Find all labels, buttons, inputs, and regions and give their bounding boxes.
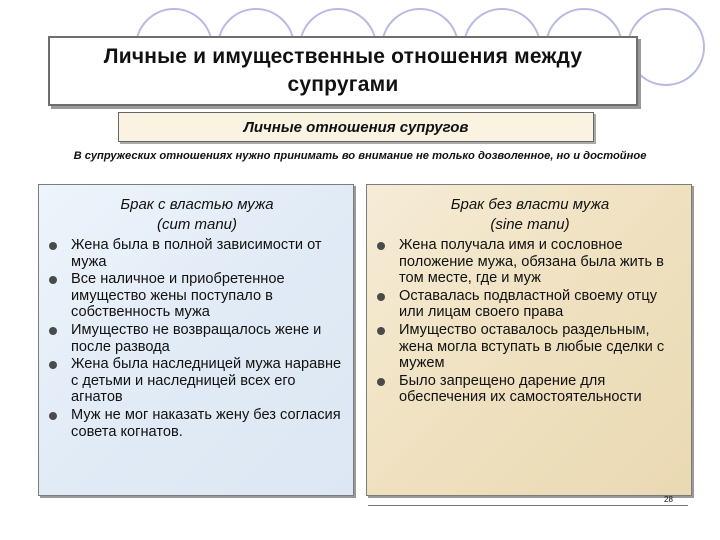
bullet-icon [49, 412, 57, 420]
bullet-icon [49, 242, 57, 250]
bullet-icon [49, 276, 57, 284]
list-item: Жена была в полной зависимости от мужа [49, 237, 345, 270]
section-subtitle: Личные отношения супругов [243, 118, 469, 136]
right-list [377, 237, 683, 406]
list-item: Имущество оставалось раздельным, жена могла вступать в любые сделки с мужем [377, 322, 683, 372]
deco-circle [628, 9, 704, 85]
intro-text: В супружеских отношениях нужно принимать во внимание не только дозволенное, но и достойное [73, 150, 647, 162]
title-box [48, 36, 638, 106]
list-item: Имущество не возвращалось жене и после развода [49, 322, 345, 355]
subtitle-box [118, 112, 594, 142]
page-number: 28 [664, 495, 673, 504]
bullet-icon [377, 327, 385, 335]
footer-divider [368, 505, 688, 506]
right-heading-line2: (sine manu) [490, 216, 570, 233]
bullet-icon [377, 242, 385, 250]
left-column [38, 184, 354, 496]
list-item: Оставалась подвластной своему отцу или лицам своего права [377, 288, 683, 321]
left-list [49, 237, 345, 440]
bullet-icon [49, 327, 57, 335]
right-column [366, 184, 692, 496]
list-item: Было запрещено дарение для обеспечения их самостоятельности [377, 373, 683, 406]
list-item: Все наличное и приобретенное имущество жены поступало в собственность мужа [49, 271, 345, 321]
left-heading-line2: (cum manu) [156, 216, 238, 233]
bullet-icon [377, 293, 385, 301]
list-item: Муж не мог наказать жену без согласия совета когнатов. [49, 407, 345, 440]
right-column-heading [377, 195, 683, 235]
list-item: Жена была наследницей мужа наравне с детьми и наследницей всех его агнатов [49, 356, 345, 406]
right-heading-line1: Брак без власти мужа [450, 196, 610, 213]
left-column-heading [49, 195, 345, 235]
bullet-icon [49, 361, 57, 369]
list-item: Жена получала имя и сословное положение мужа, обязана была жить в том месте, где и муж [377, 237, 683, 287]
bullet-icon [377, 378, 385, 386]
page-title: Личные и имущественные отношения между супругами [103, 45, 583, 96]
left-heading-line1: Брак с властью мужа [120, 196, 274, 213]
